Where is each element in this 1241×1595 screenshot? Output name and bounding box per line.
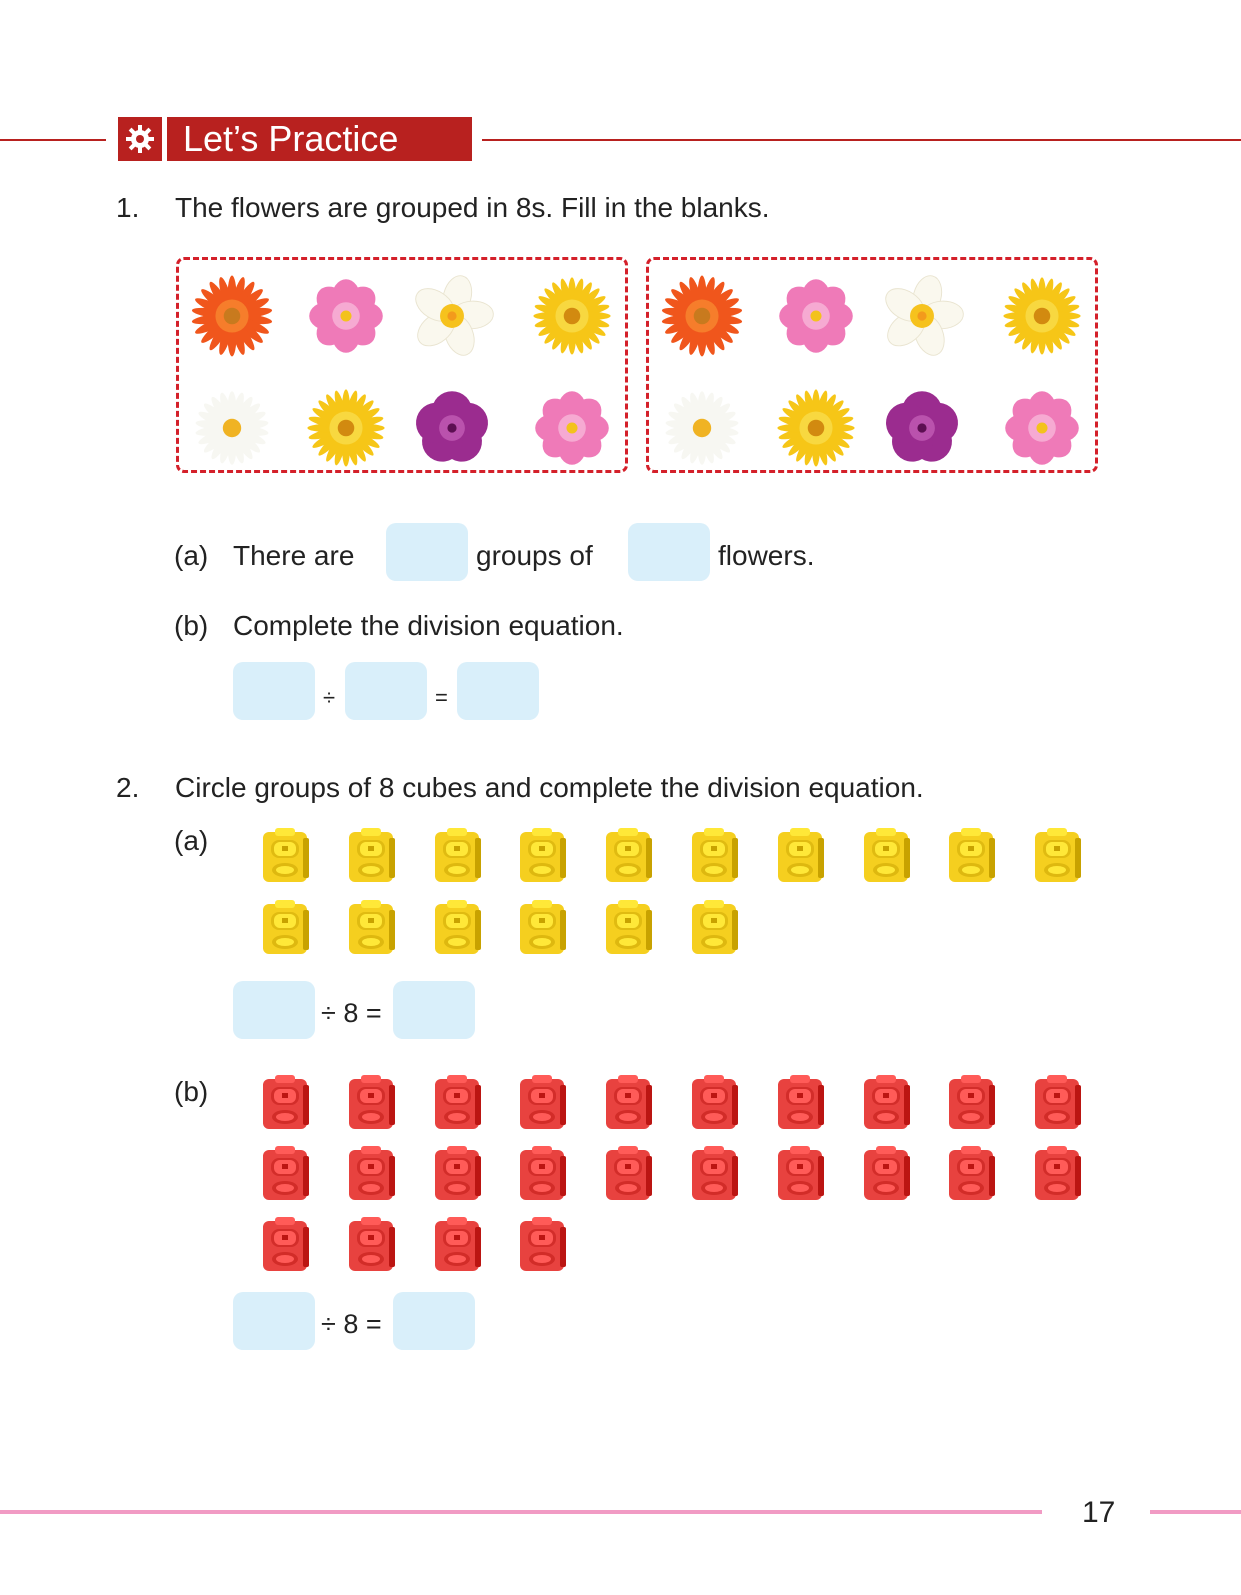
yellow-cube bbox=[431, 898, 483, 956]
red-cube bbox=[602, 1073, 654, 1131]
yellow-gerbera-flower bbox=[996, 270, 1088, 362]
red-cube bbox=[945, 1073, 997, 1131]
equation-2b: ÷ 8 = bbox=[321, 1309, 382, 1339]
gear-icon bbox=[125, 124, 155, 154]
header-icon-box bbox=[118, 117, 162, 161]
red-cube bbox=[516, 1215, 568, 1273]
yellow-cube bbox=[1031, 826, 1083, 884]
question-1-text: The flowers are grouped in 8s. Fill in the blanks. bbox=[175, 192, 770, 223]
red-cube bbox=[259, 1073, 311, 1131]
question-1a-text-1: There are bbox=[233, 540, 355, 571]
yellow-cube bbox=[602, 898, 654, 956]
page-number: 17 bbox=[1082, 1496, 1116, 1529]
yellow-cube bbox=[259, 898, 311, 956]
red-cube bbox=[516, 1073, 568, 1131]
equals-sign: = bbox=[435, 685, 448, 710]
answer-box-number-of-groups[interactable] bbox=[386, 523, 468, 581]
orange-gerbera-flower bbox=[656, 270, 748, 362]
yellow-cube bbox=[516, 898, 568, 956]
yellow-cube bbox=[860, 826, 912, 884]
divide-sign: ÷ bbox=[323, 685, 336, 710]
red-cube bbox=[688, 1073, 740, 1131]
question-1b-label: (b) bbox=[174, 610, 209, 641]
answer-box-quotient[interactable] bbox=[457, 662, 539, 720]
answer-box-2a-quotient[interactable] bbox=[393, 981, 475, 1039]
red-cube bbox=[945, 1144, 997, 1202]
question-1a-text-2: groups of bbox=[476, 540, 593, 571]
orange-gerbera-flower bbox=[186, 270, 278, 362]
question-1a-label: (a) bbox=[174, 540, 209, 571]
answer-box-2b-quotient[interactable] bbox=[393, 1292, 475, 1350]
white-plumeria-flower bbox=[876, 270, 968, 362]
answer-box-group-size[interactable] bbox=[628, 523, 710, 581]
pink-cosmos-flower bbox=[300, 270, 392, 362]
footer-rule-left bbox=[0, 1510, 1042, 1514]
equation-2a: ÷ 8 = bbox=[321, 998, 382, 1028]
yellow-cube bbox=[431, 826, 483, 884]
red-cube bbox=[516, 1144, 568, 1202]
white-plumeria-flower bbox=[406, 270, 498, 362]
red-cube bbox=[345, 1144, 397, 1202]
yellow-cube bbox=[602, 826, 654, 884]
red-cube bbox=[688, 1144, 740, 1202]
question-1a-text-3: flowers. bbox=[718, 540, 815, 571]
answer-box-divisor[interactable] bbox=[345, 662, 427, 720]
question-1b-text: Complete the division equation. bbox=[233, 610, 624, 641]
pink-cosmos-flower bbox=[996, 382, 1088, 474]
red-cube bbox=[602, 1144, 654, 1202]
yellow-cube bbox=[688, 826, 740, 884]
yellow-cube bbox=[345, 826, 397, 884]
header-rule-right bbox=[482, 139, 1241, 141]
answer-box-dividend[interactable] bbox=[233, 662, 315, 720]
purple-petunia-flower bbox=[406, 382, 498, 474]
red-cube bbox=[1031, 1073, 1083, 1131]
red-cube bbox=[774, 1144, 826, 1202]
red-cube bbox=[345, 1215, 397, 1273]
white-daisy-flower bbox=[186, 382, 278, 474]
yellow-gerbera-flower bbox=[300, 382, 392, 474]
red-cube bbox=[860, 1073, 912, 1131]
purple-petunia-flower bbox=[876, 382, 968, 474]
red-cube bbox=[431, 1144, 483, 1202]
answer-box-2b-dividend[interactable] bbox=[233, 1292, 315, 1350]
yellow-cube bbox=[945, 826, 997, 884]
header-rule-left bbox=[0, 139, 106, 141]
red-cube bbox=[860, 1144, 912, 1202]
pink-cosmos-flower bbox=[526, 382, 618, 474]
question-2-number: 2. bbox=[116, 772, 140, 803]
red-cube bbox=[259, 1144, 311, 1202]
yellow-gerbera-flower bbox=[770, 382, 862, 474]
white-daisy-flower bbox=[656, 382, 748, 474]
red-cube bbox=[774, 1073, 826, 1131]
red-cube bbox=[259, 1215, 311, 1273]
yellow-cube bbox=[774, 826, 826, 884]
section-title: Let’s Practice bbox=[167, 117, 472, 161]
yellow-cube bbox=[688, 898, 740, 956]
footer-rule-right bbox=[1150, 1510, 1241, 1514]
question-2b-label: (b) bbox=[174, 1076, 209, 1107]
yellow-cube bbox=[516, 826, 568, 884]
yellow-cube bbox=[345, 898, 397, 956]
question-2a-label: (a) bbox=[174, 825, 209, 856]
red-cube bbox=[1031, 1144, 1083, 1202]
red-cube bbox=[431, 1073, 483, 1131]
yellow-gerbera-flower bbox=[526, 270, 618, 362]
pink-cosmos-flower bbox=[770, 270, 862, 362]
red-cube bbox=[345, 1073, 397, 1131]
yellow-cube bbox=[259, 826, 311, 884]
answer-box-2a-dividend[interactable] bbox=[233, 981, 315, 1039]
question-2-text: Circle groups of 8 cubes and complete the division equation. bbox=[175, 772, 924, 803]
question-1-number: 1. bbox=[116, 192, 140, 223]
red-cube bbox=[431, 1215, 483, 1273]
